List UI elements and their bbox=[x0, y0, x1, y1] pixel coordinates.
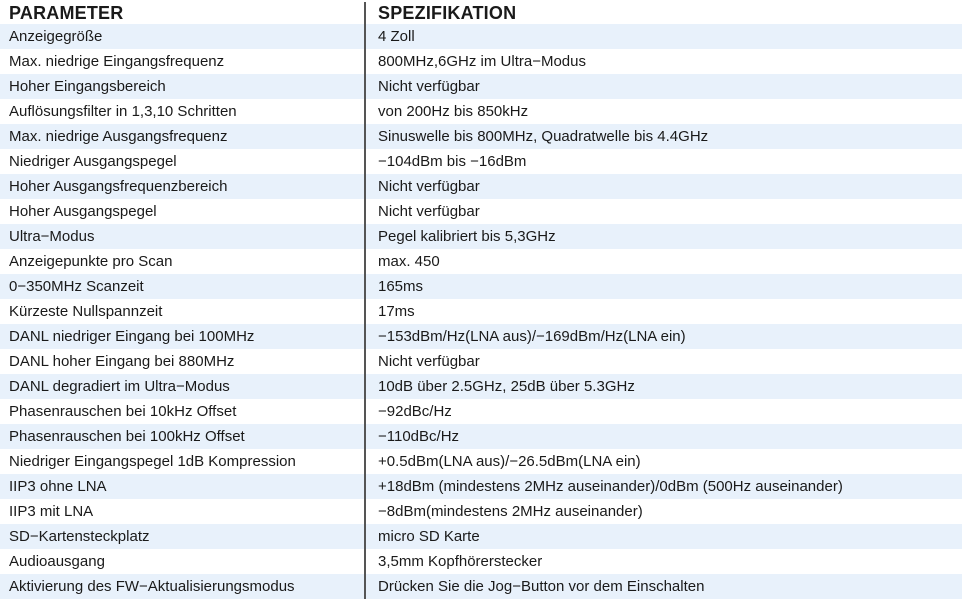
parameter-cell: 0−350MHz Scanzeit bbox=[0, 274, 366, 299]
parameter-cell: Aktivierung des FW−Aktualisierungsmodus bbox=[0, 574, 366, 599]
table-row bbox=[0, 174, 970, 199]
specification-cell: Pegel kalibriert bis 5,3GHz bbox=[366, 224, 962, 249]
parameter-cell: Phasenrauschen bei 100kHz Offset bbox=[0, 424, 366, 449]
parameter-cell: Anzeigepunkte pro Scan bbox=[0, 249, 366, 274]
parameter-cell: Anzeigegröße bbox=[0, 24, 366, 49]
parameter-cell: IIP3 ohne LNA bbox=[0, 474, 366, 499]
table-row bbox=[0, 299, 970, 324]
parameter-cell: DANL niedriger Eingang bei 100MHz bbox=[0, 324, 366, 349]
parameter-cell: Ultra−Modus bbox=[0, 224, 366, 249]
table-row bbox=[0, 199, 970, 224]
parameter-cell: Kürzeste Nullspannzeit bbox=[0, 299, 366, 324]
table-row bbox=[0, 399, 970, 424]
parameter-cell: Auflösungsfilter in 1,3,10 Schritten bbox=[0, 99, 366, 124]
parameter-cell: DANL degradiert im Ultra−Modus bbox=[0, 374, 366, 399]
specification-cell: von 200Hz bis 850kHz bbox=[366, 99, 970, 124]
table-row bbox=[0, 349, 970, 374]
table-header bbox=[0, 0, 970, 24]
specification-cell: 3,5mm Kopfhörerstecker bbox=[366, 549, 970, 574]
specification-cell: +0.5dBm(LNA aus)/−26.5dBm(LNA ein) bbox=[366, 449, 970, 474]
parameter-cell: Max. niedrige Eingangsfrequenz bbox=[0, 49, 366, 74]
specification-cell: 165ms bbox=[366, 274, 962, 299]
parameter-cell: Max. niedrige Ausgangsfrequenz bbox=[0, 124, 366, 149]
parameter-cell: IIP3 mit LNA bbox=[0, 499, 366, 524]
table-row bbox=[0, 74, 970, 99]
parameter-cell: Hoher Ausgangspegel bbox=[0, 199, 366, 224]
specification-cell: Nicht verfügbar bbox=[366, 349, 970, 374]
table-row bbox=[0, 224, 970, 249]
specification-cell: Nicht verfügbar bbox=[366, 74, 962, 99]
header-parameter: PARAMETER bbox=[0, 2, 366, 24]
specification-cell: −110dBc/Hz bbox=[366, 424, 962, 449]
parameter-cell: Hoher Ausgangsfrequenzbereich bbox=[0, 174, 366, 199]
specification-cell: max. 450 bbox=[366, 249, 970, 274]
table-row bbox=[0, 49, 970, 74]
table-row bbox=[0, 524, 970, 549]
table-row bbox=[0, 324, 970, 349]
specification-cell: −8dBm(mindestens 2MHz auseinander) bbox=[366, 499, 970, 524]
parameter-cell: DANL hoher Eingang bei 880MHz bbox=[0, 349, 366, 374]
parameter-cell: Phasenrauschen bei 10kHz Offset bbox=[0, 399, 366, 424]
parameter-cell: SD−Kartensteckplatz bbox=[0, 524, 366, 549]
specification-cell: Nicht verfügbar bbox=[366, 174, 962, 199]
table-row bbox=[0, 274, 970, 299]
specification-cell: 800MHz,6GHz im Ultra−Modus bbox=[366, 49, 970, 74]
specification-cell: 4 Zoll bbox=[366, 24, 962, 49]
table-row bbox=[0, 499, 970, 524]
table-row bbox=[0, 249, 970, 274]
parameter-cell: Niedriger Ausgangspegel bbox=[0, 149, 366, 174]
specification-cell: 17ms bbox=[366, 299, 970, 324]
header-specification: SPEZIFIKATION bbox=[378, 3, 517, 23]
table-row bbox=[0, 149, 970, 174]
specification-cell: Drücken Sie die Jog−Button vor dem Einschalten bbox=[366, 574, 962, 599]
table-row bbox=[0, 424, 970, 449]
specification-cell: micro SD Karte bbox=[366, 524, 962, 549]
parameter-cell: Niedriger Eingangspegel 1dB Kompression bbox=[0, 449, 366, 474]
specification-cell: −92dBc/Hz bbox=[366, 399, 970, 424]
table-body bbox=[0, 24, 970, 599]
table-row bbox=[0, 124, 970, 149]
table-row bbox=[0, 474, 970, 499]
table-row bbox=[0, 549, 970, 574]
specification-cell: +18dBm (mindestens 2MHz auseinander)/0dBm (500Hz auseinander) bbox=[366, 474, 962, 499]
table-row bbox=[0, 374, 970, 399]
specification-cell: Sinuswelle bis 800MHz, Quadratwelle bis 4.4GHz bbox=[366, 124, 962, 149]
specification-cell: −153dBm/Hz(LNA aus)/−169dBm/Hz(LNA ein) bbox=[366, 324, 962, 349]
parameter-cell: Audioausgang bbox=[0, 549, 366, 574]
table-row bbox=[0, 24, 970, 49]
specification-cell: 10dB über 2.5GHz, 25dB über 5.3GHz bbox=[366, 374, 962, 399]
table-row bbox=[0, 99, 970, 124]
specification-cell: Nicht verfügbar bbox=[366, 199, 970, 224]
parameter-cell: Hoher Eingangsbereich bbox=[0, 74, 366, 99]
table-row bbox=[0, 574, 970, 599]
table-row bbox=[0, 449, 970, 474]
specification-cell: −104dBm bis −16dBm bbox=[366, 149, 970, 174]
